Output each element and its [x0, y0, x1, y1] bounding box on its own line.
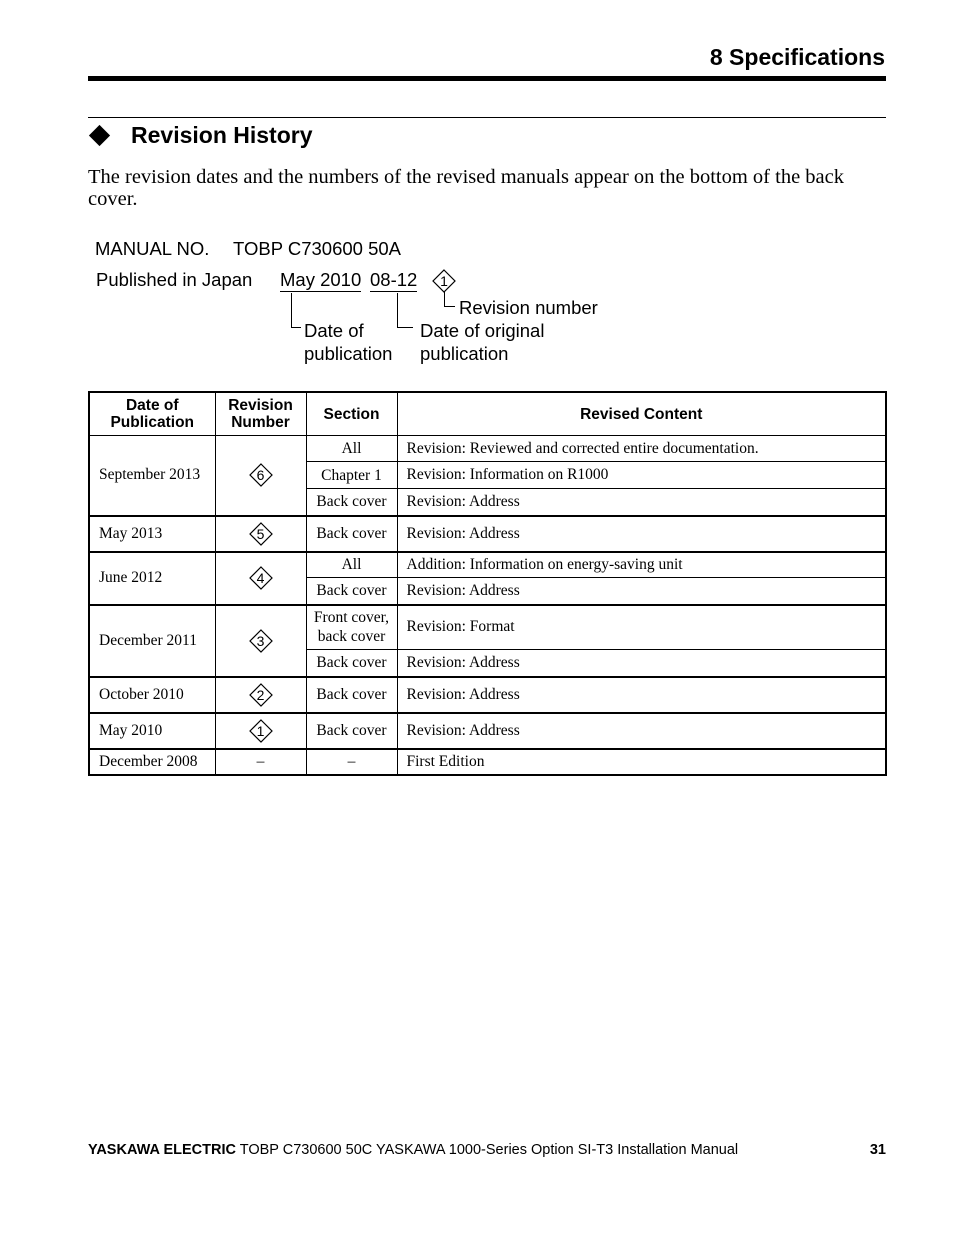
page-number: 31 [869, 1142, 886, 1158]
revised-content-cell: Revision: Address [397, 489, 886, 516]
chapter-rule [88, 76, 886, 81]
table-body [89, 436, 886, 775]
revision-number-example: 1 [440, 273, 448, 289]
revision-number [215, 605, 306, 677]
callout-orig-line1: Date of original [420, 320, 545, 341]
revision-diamond-icon [249, 683, 273, 707]
revision-number [215, 436, 306, 516]
table-row [89, 605, 886, 650]
callout-orig-line2: publication [420, 343, 509, 364]
revised-content-cell: Revision: Address [397, 578, 886, 605]
section-title-text: Revision History [131, 122, 313, 148]
revision-number [215, 516, 306, 552]
orig-date-example: 08-12 [370, 269, 418, 290]
footer-doc-title: TOBP C730600 50C YASKAWA 1000-Series Option SI-T3 Installation Manual [239, 1142, 739, 1158]
revision-number-text: 5 [256, 525, 265, 542]
page-footer [88, 1142, 886, 1158]
revision-number [215, 552, 306, 605]
header-date: Date of Publication [89, 392, 215, 436]
table-row [89, 713, 886, 749]
table-row [89, 749, 886, 775]
publication-date: September 2013 [89, 436, 215, 516]
revised-content-cell: Revision: Address [397, 713, 886, 749]
revised-content-cell: Revision: Address [397, 516, 886, 552]
revision-history-table [88, 391, 887, 776]
callout-date-line2: publication [304, 343, 393, 364]
header-section: Section [306, 392, 397, 436]
section-cell: All [306, 436, 397, 462]
section-title [88, 122, 313, 149]
published-label: Published in Japan [96, 269, 253, 290]
publication-date: May 2013 [89, 516, 215, 552]
section-rule [88, 117, 886, 118]
publication-date: October 2010 [89, 677, 215, 713]
manual-no-label: MANUAL NO. [95, 238, 210, 259]
intro-paragraph: The revision dates and the numbers of the revised manuals appear on the bottom of the back cover. [88, 166, 844, 210]
section-cell: – [306, 749, 397, 775]
revised-content-cell: Revision: Format [397, 605, 886, 650]
revised-content-cell: Revision: Address [397, 650, 886, 677]
revision-number-icon [432, 269, 456, 293]
table-row [89, 677, 886, 713]
revised-content-cell: Addition: Information on energy-saving unit [397, 552, 886, 578]
revised-content-cell: First Edition [397, 749, 886, 775]
section-cell: Back cover [306, 677, 397, 713]
revision-diamond-icon [249, 629, 273, 653]
publication-date: December 2008 [89, 749, 215, 775]
section-cell: Back cover [306, 578, 397, 605]
section-cell: Back cover [306, 713, 397, 749]
publication-date: June 2012 [89, 552, 215, 605]
revised-content-cell: Revision: Reviewed and corrected entire documentation. [397, 436, 886, 462]
revised-content-cell: Revision: Address [397, 677, 886, 713]
revision-diamond-icon [249, 566, 273, 590]
revision-number [215, 677, 306, 713]
diamond-bullet-icon [89, 125, 110, 146]
table-row [89, 436, 886, 462]
section-cell: Front cover, back cover [306, 605, 397, 650]
footer-doc-info [88, 1142, 738, 1158]
header-revision: Revision Number [215, 392, 306, 436]
header-content: Revised Content [397, 392, 886, 436]
manual-no-value: TOBP C730600 50A [233, 238, 401, 259]
revision-diamond-icon [249, 719, 273, 743]
revision-diamond-icon [249, 522, 273, 546]
table-header-row [89, 392, 886, 436]
revision-number-text: 1 [256, 722, 265, 739]
section-cell: All [306, 552, 397, 578]
revision-number-text: 4 [256, 570, 265, 586]
table-row [89, 552, 886, 578]
chapter-header: 8 Specifications [709, 44, 885, 70]
section-cell: Back cover [306, 650, 397, 677]
section-cell: Chapter 1 [306, 462, 397, 489]
revision-number-text: 2 [256, 686, 265, 703]
pub-date-example: May 2010 [280, 269, 362, 290]
revision-diamond-icon [249, 463, 273, 487]
footer-brand: YASKAWA ELECTRIC [88, 1142, 236, 1158]
callout-revision-number: Revision number [459, 297, 598, 318]
table-row [89, 516, 886, 552]
callout-date-line1: Date of [304, 320, 364, 341]
revised-content-cell: Revision: Information on R1000 [397, 462, 886, 489]
section-cell: Back cover [306, 516, 397, 552]
publication-date: December 2011 [89, 605, 215, 677]
revision-number-text: 3 [256, 632, 265, 649]
revision-number-text: 6 [256, 467, 265, 484]
section-cell: Back cover [306, 489, 397, 516]
revision-number: – [215, 749, 306, 775]
revision-number [215, 713, 306, 749]
publication-date: May 2010 [89, 713, 215, 749]
